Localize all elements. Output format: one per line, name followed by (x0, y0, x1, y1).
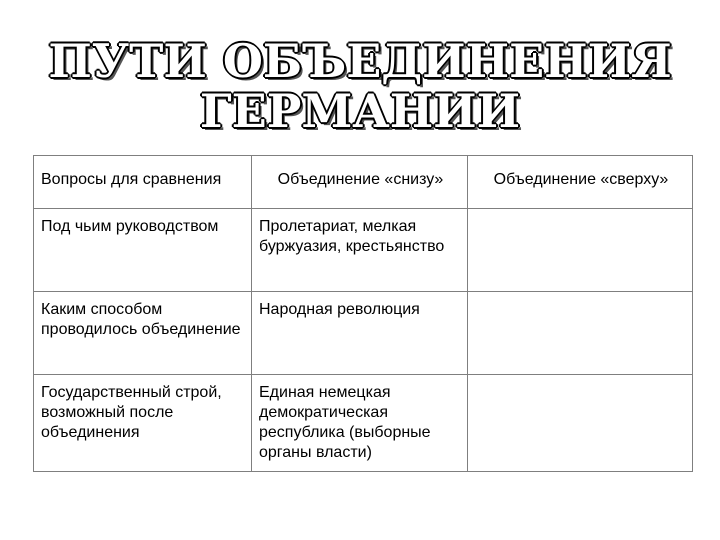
table-row (34, 209, 693, 292)
table-row (34, 292, 693, 375)
table-header-row (34, 156, 693, 209)
page-title (0, 36, 720, 136)
table-row (34, 375, 693, 472)
cell-from-below: Пролетариат, мелкая буржуазия, крестьянство (252, 209, 468, 292)
title-line-2: ГЕРМАНИИ (199, 84, 521, 138)
cell-question: Государственный строй, возможный после объединения (34, 375, 252, 472)
cell-from-below: Народная революция (252, 292, 468, 375)
header-from-below: Объединение «снизу» (252, 156, 468, 209)
cell-from-above (468, 375, 693, 472)
cell-question: Под чьим руководством (34, 209, 252, 292)
header-from-above: Объединение «сверху» (468, 156, 693, 209)
header-questions: Вопросы для сравнения (34, 156, 252, 209)
cell-from-above (468, 292, 693, 375)
title-line-1: ПУТИ ОБЪЕДИНЕНИЯ (48, 34, 672, 88)
cell-question: Каким способом проводилось объединение (34, 292, 252, 375)
cell-from-below: Единая немецкая демократическая республика (выборные органы власти) (252, 375, 468, 472)
cell-from-above (468, 209, 693, 292)
comparison-table (33, 155, 693, 472)
